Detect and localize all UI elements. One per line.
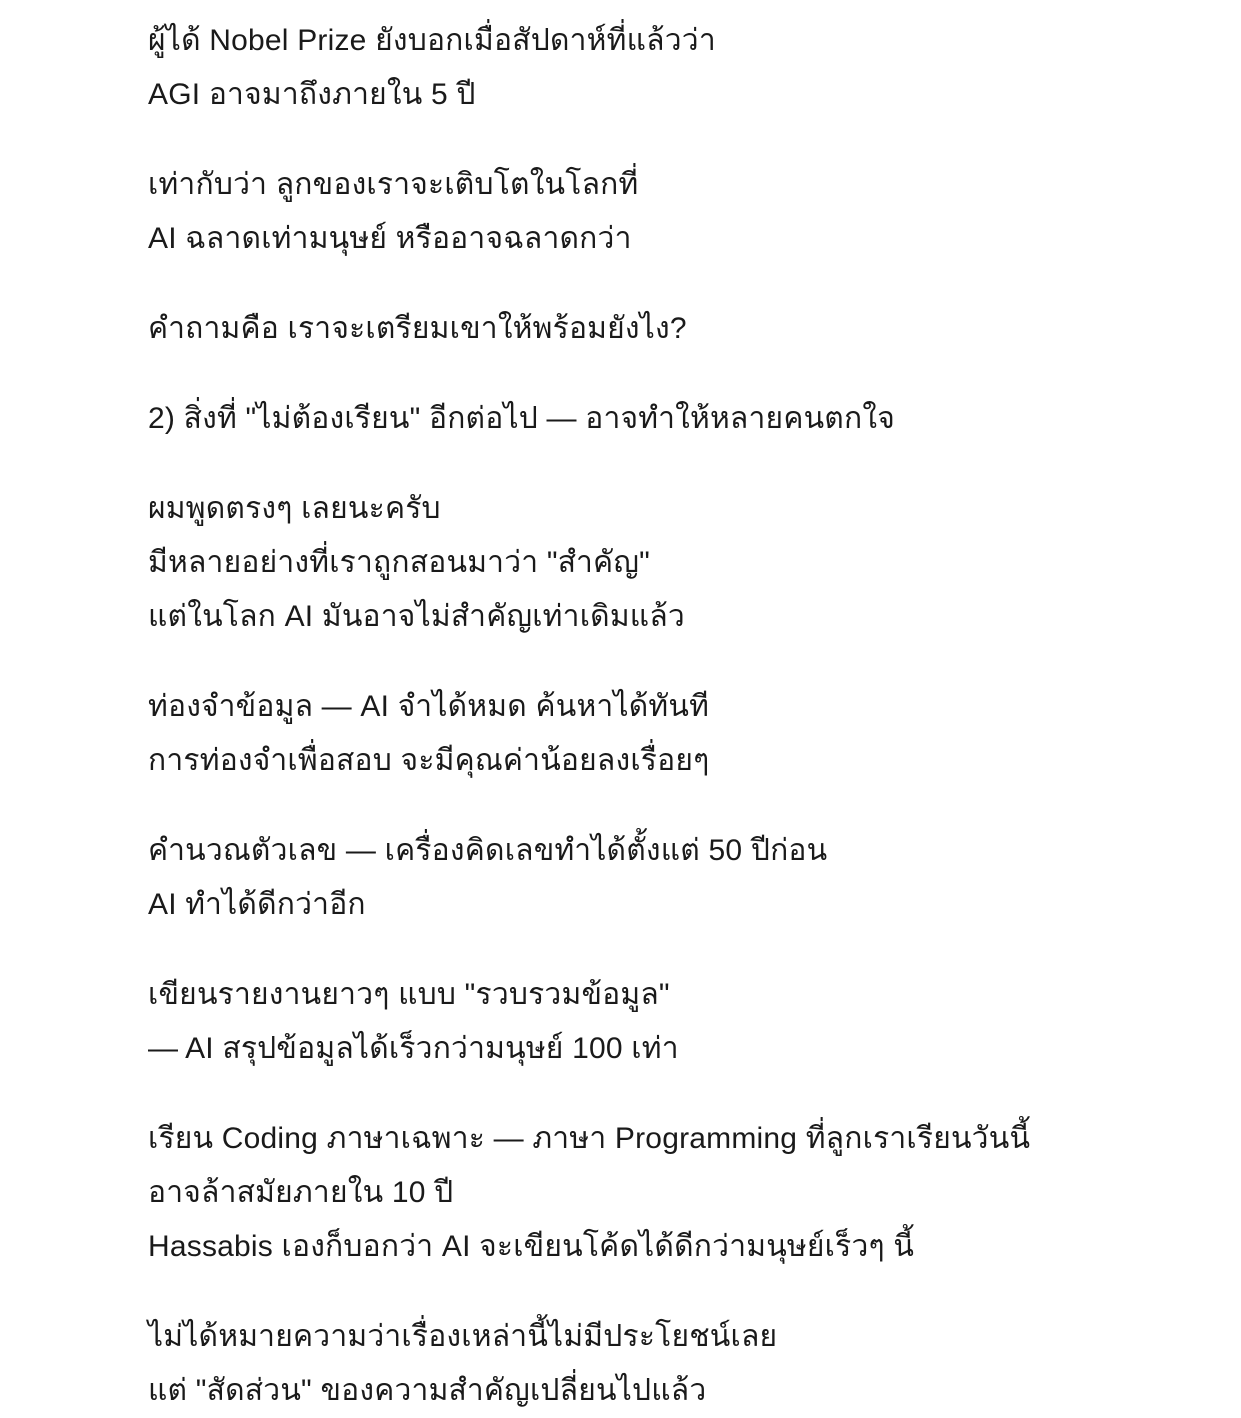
paragraph-nobel-agi [148, 14, 1201, 122]
text-line: คำถามคือ เราจะเตรียมเขาให้พร้อมยังไง? [148, 312, 687, 345]
text-line: ท่องจำข้อมูล — AI จำได้หมด ค้นหาได้ทันที [148, 690, 710, 723]
text-line: เท่ากับว่า ลูกของเราจะเติบโตในโลกที่ [148, 168, 639, 201]
text-line: แต่ "สัดส่วน" ของความสำคัญเปลี่ยนไปแล้ว [148, 1374, 707, 1407]
text-line: อาจล้าสมัยภายใน 10 ปี [148, 1176, 454, 1209]
paragraph-honest-intro [148, 482, 1201, 644]
text-line: ผู้ได้ Nobel Prize ยังบอกเมื่อสัปดาห์ที่แล้วว่า [148, 24, 716, 57]
paragraph-question [148, 302, 1201, 356]
paragraph-coding [148, 1112, 1201, 1274]
text-line: มีหลายอย่างที่เราถูกสอนมาว่า "สำคัญ" [148, 546, 650, 579]
text-line: — AI สรุปข้อมูลได้เร็วกว่ามนุษย์ 100 เท่า [148, 1032, 679, 1065]
text-line: ไม่ได้หมายความว่าเรื่องเหล่านี้ไม่มีประโยชน์เลย [148, 1320, 778, 1353]
text-line: AI ทำได้ดีกว่าอีก [148, 888, 366, 921]
paragraph-memorization [148, 680, 1201, 788]
paragraph-report-writing [148, 968, 1201, 1076]
text-line: เรียน Coding ภาษาเฉพาะ — ภาษา Programming ที่ลูกเราเรียนวันนี้ [148, 1122, 1031, 1155]
paragraph-children-world [148, 158, 1201, 266]
text-line: แต่ในโลก AI มันอาจไม่สำคัญเท่าเดิมแล้ว [148, 600, 685, 633]
text-line: ผมพูดตรงๆ เลยนะครับ [148, 492, 441, 525]
text-line: 2) สิ่งที่ "ไม่ต้องเรียน" อีกต่อไป — อาจทำให้หลายคนตกใจ [148, 402, 895, 435]
text-line: การท่องจำเพื่อสอบ จะมีคุณค่าน้อยลงเรื่อยๆ [148, 744, 710, 777]
paragraph-section-heading [148, 392, 1201, 446]
text-line: AI ฉลาดเท่ามนุษย์ หรืออาจฉลาดกว่า [148, 222, 632, 255]
text-line: เขียนรายงานยาวๆ แบบ "รวบรวมข้อมูล" [148, 978, 670, 1011]
text-line: AGI อาจมาถึงภายใน 5 ปี [148, 78, 476, 111]
text-line: Hassabis เองก็บอกว่า AI จะเขียนโค้ดได้ดีกว่ามนุษย์เร็วๆ นี้ [148, 1230, 915, 1263]
text-line: คำนวณตัวเลข — เครื่องคิดเลขทำได้ตั้งแต่ 50 ปีก่อน [148, 834, 828, 867]
paragraph-calculation [148, 824, 1201, 932]
